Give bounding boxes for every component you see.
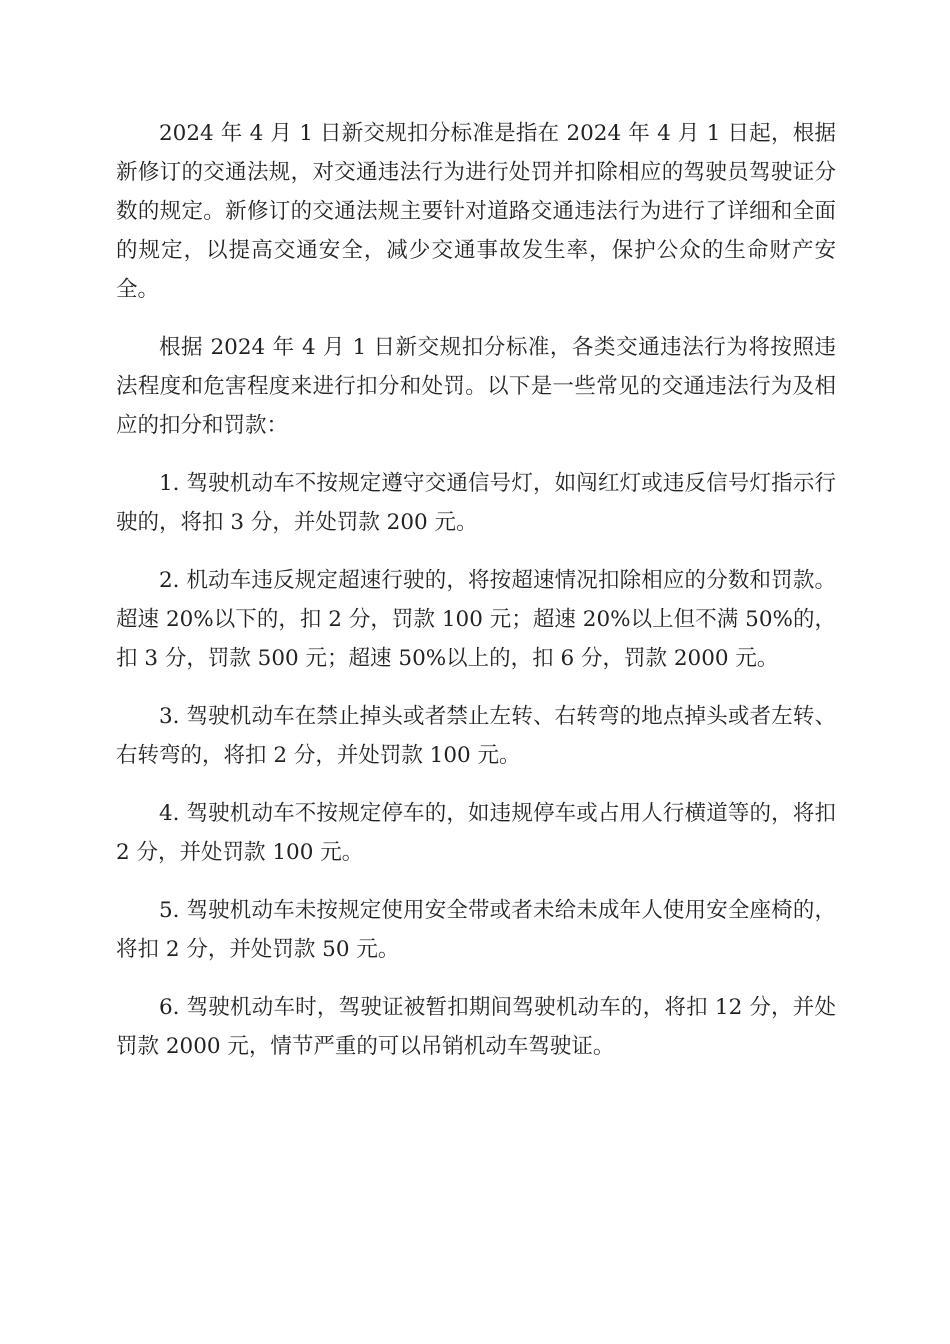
document-body bbox=[116, 114, 836, 1085]
rule-item-2: 2. 机动车违反规定超速行驶的，将按超速情况扣除相应的分数和罚款。超速 20%以下的，扣 2 分，罚款 100 元；超速 20%以上但不满 50%的，扣 3 分，罚款 500 元；超速 50%以上的，扣 6 分，罚款 2000 元。 bbox=[116, 568, 836, 671]
overview-paragraph: 根据 2024 年 4 月 1 日新交规扣分标准，各类交通违法行为将按照违法程度和危害程度来进行扣分和处罚。以下是一些常见的交通违法行为及相应的扣分和罚款： bbox=[116, 335, 836, 438]
intro-paragraph: 2024 年 4 月 1 日新交规扣分标准是指在 2024 年 4 月 1 日起，根据新修订的交通法规，对交通违法行为进行处罚并扣除相应的驾驶员驾驶证分数的规定。新修订的交通法规主要针对道路交通违法行为进行了详细和全面的规定，以提高交通安全，减少交通事故发生率，保护公众的生命财产安全。 bbox=[116, 121, 836, 302]
rule-item-4: 4. 驾驶机动车不按规定停车的，如违规停车或占用人行横道等的，将扣 2 分，并处罚款 100 元。 bbox=[116, 801, 836, 865]
rule-item-6: 6. 驾驶机动车时，驾驶证被暂扣期间驾驶机动车的，将扣 12 分，并处罚款 2000 元，情节严重的可以吊销机动车驾驶证。 bbox=[116, 995, 836, 1059]
rule-item-1: 1. 驾驶机动车不按规定遵守交通信号灯，如闯红灯或违反信号灯指示行驶的，将扣 3 分，并处罚款 200 元。 bbox=[116, 471, 836, 535]
rule-item-3: 3. 驾驶机动车在禁止掉头或者禁止左转、右转弯的地点掉头或者左转、右转弯的，将扣 2 分，并处罚款 100 元。 bbox=[116, 704, 836, 768]
rule-item-5: 5. 驾驶机动车未按规定使用安全带或者未给未成年人使用安全座椅的，将扣 2 分，并处罚款 50 元。 bbox=[116, 898, 836, 962]
